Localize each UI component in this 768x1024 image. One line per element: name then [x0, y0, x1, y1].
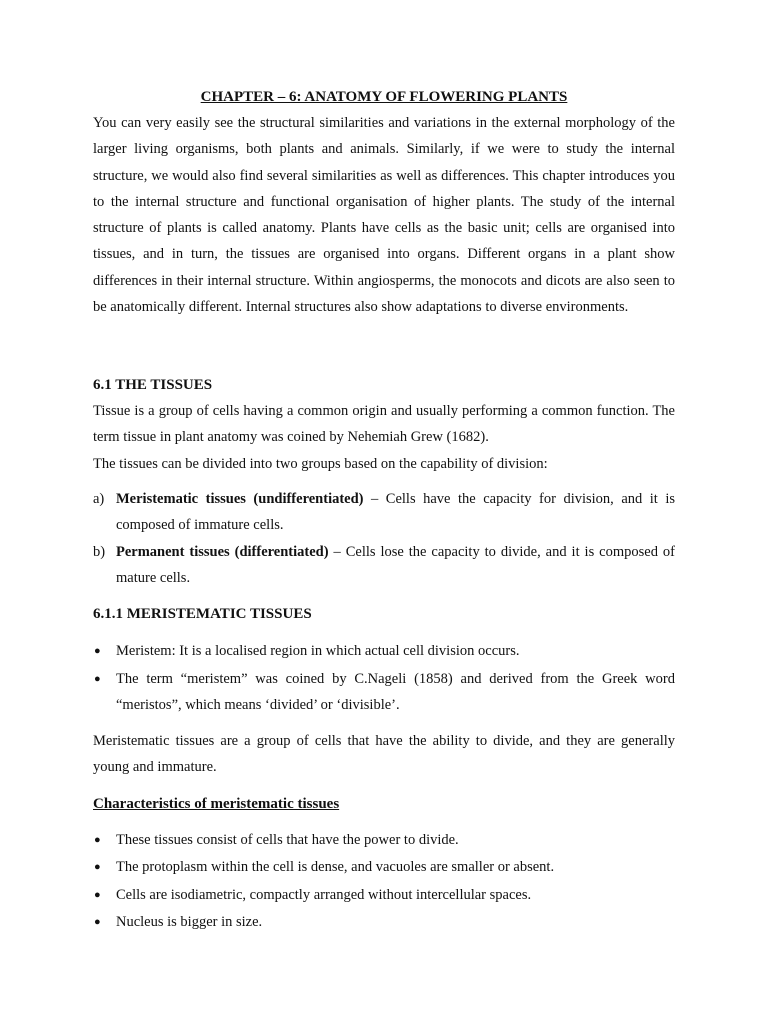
- list-marker: a): [93, 491, 105, 507]
- list-item-text: [116, 486, 675, 539]
- intro-paragraph: You can very easily see the structural similarities and variations in the external morphology of the larger living organisms, both plants and animals. Similarly, if we were to study the internal structure, we would also find several similarities as well as differences. This chapter introduces you to the internal structure and functional organisation of higher plants. The study of the internal structure of plants is called anatomy. Plants have cells as the basic unit; cells are organised into tissues, and in turn, the tissues are organised into organs. Different organs in a plant show differences in their internal structure. Within angiosperms, the monocots and dicots are also seen to be anatomically different. Internal structures also show adaptations to diverse environments.: [93, 115, 675, 316]
- list-item-text: Meristem: It is a localised region in which actual cell division occurs.: [116, 643, 520, 659]
- list-item-text: These tissues consist of cells that have the power to divide.: [116, 832, 459, 848]
- list-item: [93, 854, 675, 880]
- list-item-text: Cells are isodiametric, compactly arranged without intercellular spaces.: [116, 887, 532, 903]
- list-marker: b): [93, 544, 106, 560]
- list-item: [93, 638, 675, 664]
- list-item: [93, 666, 675, 719]
- meristematic-summary: Meristematic tissues are a group of cells that have the ability to divide, and they are generally young and immature.: [93, 733, 675, 776]
- group-description: – Cells lose the capacity to divide, and it is composed of mature cells.: [116, 544, 675, 587]
- group-term: Meristematic tissues (undifferentiated): [116, 491, 364, 507]
- bullet-icon: ●: [94, 673, 101, 685]
- list-item: [93, 882, 675, 908]
- list-item: [93, 909, 675, 935]
- group-description: – Cells have the capacity for division, and it is composed of immature cells.: [116, 491, 676, 534]
- tissues-heading: 6.1 THE TISSUES: [93, 377, 213, 393]
- bullet-icon: ●: [94, 861, 101, 873]
- list-item-text: [116, 539, 675, 592]
- division-intro: The tissues can be divided into two groups based on the capability of division:: [93, 456, 548, 472]
- group-term: Permanent tissues (differentiated): [116, 544, 329, 560]
- characteristics-heading: Characteristics of meristematic tissues: [93, 796, 340, 812]
- tissue-group-a: [93, 486, 675, 539]
- tissue-definition: Tissue is a group of cells having a common origin and usually performing a common function. The term tissue in plant anatomy was coined by Nehemiah Grew (1682).: [93, 403, 675, 446]
- list-item-text: Nucleus is bigger in size.: [116, 914, 263, 930]
- tissue-group-b: [93, 539, 675, 592]
- list-item: [93, 827, 675, 853]
- chapter-title: CHAPTER – 6: ANATOMY OF FLOWERING PLANTS: [200, 89, 568, 105]
- bullet-icon: ●: [94, 834, 101, 846]
- bullet-icon: ●: [94, 889, 101, 901]
- meristematic-heading: 6.1.1 MERISTEMATIC TISSUES: [93, 606, 312, 622]
- list-item-text: The term “meristem” was coined by C.Nageli (1858) and derived from the Greek word “meristos”, which means ‘divided’ or ‘divisible’.: [116, 671, 675, 714]
- bullet-icon: ●: [94, 645, 101, 657]
- bullet-icon: ●: [94, 916, 101, 928]
- list-item-text: The protoplasm within the cell is dense, and vacuoles are smaller or absent.: [116, 859, 555, 875]
